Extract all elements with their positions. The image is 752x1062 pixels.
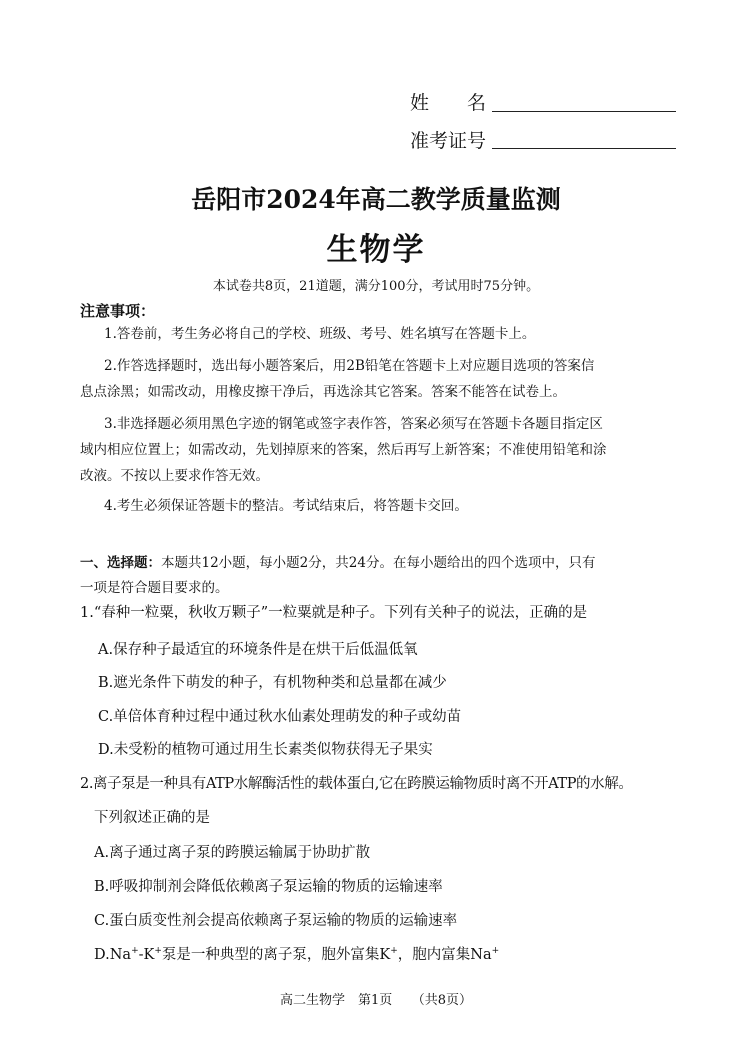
note-line-6: 改液。不按以上要求作答无效。: [80, 468, 269, 484]
question-1-option-b: B.遮光条件下萌发的种子，有机物种类和总量都在减少: [98, 675, 447, 691]
page-footer: 高二生物学 第1页 （共8页）: [279, 993, 473, 1008]
superscript-plus: +: [390, 946, 398, 957]
exam-meta: 本试卷共8页，21道题，满分100分，考试用时75分钟。: [212, 279, 540, 294]
option-d-text: ，胞内富集Na: [397, 947, 492, 963]
section-description: 本题共12小题，每小题2分，共24分。在每小题给出的四个选项中，只有: [161, 555, 596, 571]
superscript-plus: +: [491, 946, 500, 957]
note-line-3: 息点涂黑；如需改动，用橡皮擦干净后，再选涂其它答案。答案不能答在试卷上。: [80, 384, 566, 400]
note-line-5: 域内相应位置上；如需改动，先划掉原来的答案，然后再写上新答案；不准使用铅笔和涂: [80, 442, 607, 458]
note-line-1: 1.答卷前，考生务必将自己的学校、班级、考号、姓名填写在答题卡上。: [104, 326, 536, 342]
question-1-stem: 1.“春种一粒粟，秋收万颗子”一粒粟就是种子。下列有关种子的说法，正确的是: [80, 605, 588, 621]
question-2-stem-cont: 下列叙述正确的是: [94, 810, 210, 826]
name-field[interactable]: [492, 111, 676, 112]
note-line-4: 3.非选择题必须用黑色字迹的钢笔或签字表作答，答案必须写在答题卡各题目指定区: [104, 416, 603, 432]
note-line-7: 4.考生必须保证答题卡的整洁。考试结束后，将答题卡交回。: [104, 498, 468, 514]
section-description-2: 一项是符合题目要求的。: [80, 580, 229, 596]
note-line-2: 2.作答选择题时，选出每小题答案后，用2B铅笔在答题卡上对应题目选项的答案信: [104, 358, 595, 374]
exam-id-label: 准考证号: [410, 130, 487, 152]
option-d-text: -K: [138, 947, 155, 963]
question-1-option-a: A.保存种子最适宜的环境条件是在烘干后低温低氧: [98, 642, 418, 658]
exam-title: 岳阳市2024年高二教学质量监测: [191, 185, 561, 214]
option-d-text: 泵是一种典型的离子泵，胞外富集K: [161, 947, 391, 963]
question-2-option-d: [94, 943, 499, 964]
question-1-option-c: C.单倍体育种过程中通过秋水仙素处理萌发的种子或幼苗: [98, 709, 462, 725]
question-2-option-a: A.离子通过离子泵的跨膜运输属于协助扩散: [94, 845, 371, 861]
question-2-stem: 2.离子泵是一种具有ATP水解酶活性的载体蛋白,它在跨膜运输物质时离不开ATP的水解。: [80, 776, 633, 792]
name-label: 姓 名: [410, 92, 487, 114]
exam-id-field[interactable]: [492, 148, 676, 149]
question-2-option-b: B.呼吸抑制剂会降低依赖离子泵运输的物质的运输速率: [94, 879, 443, 895]
superscript-plus: +: [154, 946, 162, 957]
notes-heading: 注意事项：: [80, 302, 156, 320]
subject-title: 生物学: [326, 232, 426, 268]
section-heading: 一、选择题：: [80, 555, 161, 571]
section-heading-line: [80, 551, 595, 571]
question-2-option-c: C.蛋白质变性剂会提高依赖离子泵运输的物质的运输速率: [94, 913, 458, 929]
superscript-plus: +: [131, 946, 139, 957]
question-1-option-d: D.未受粉的植物可通过用生长素类似物获得无子果实: [98, 742, 433, 758]
option-d-text: D.Na: [94, 947, 132, 963]
